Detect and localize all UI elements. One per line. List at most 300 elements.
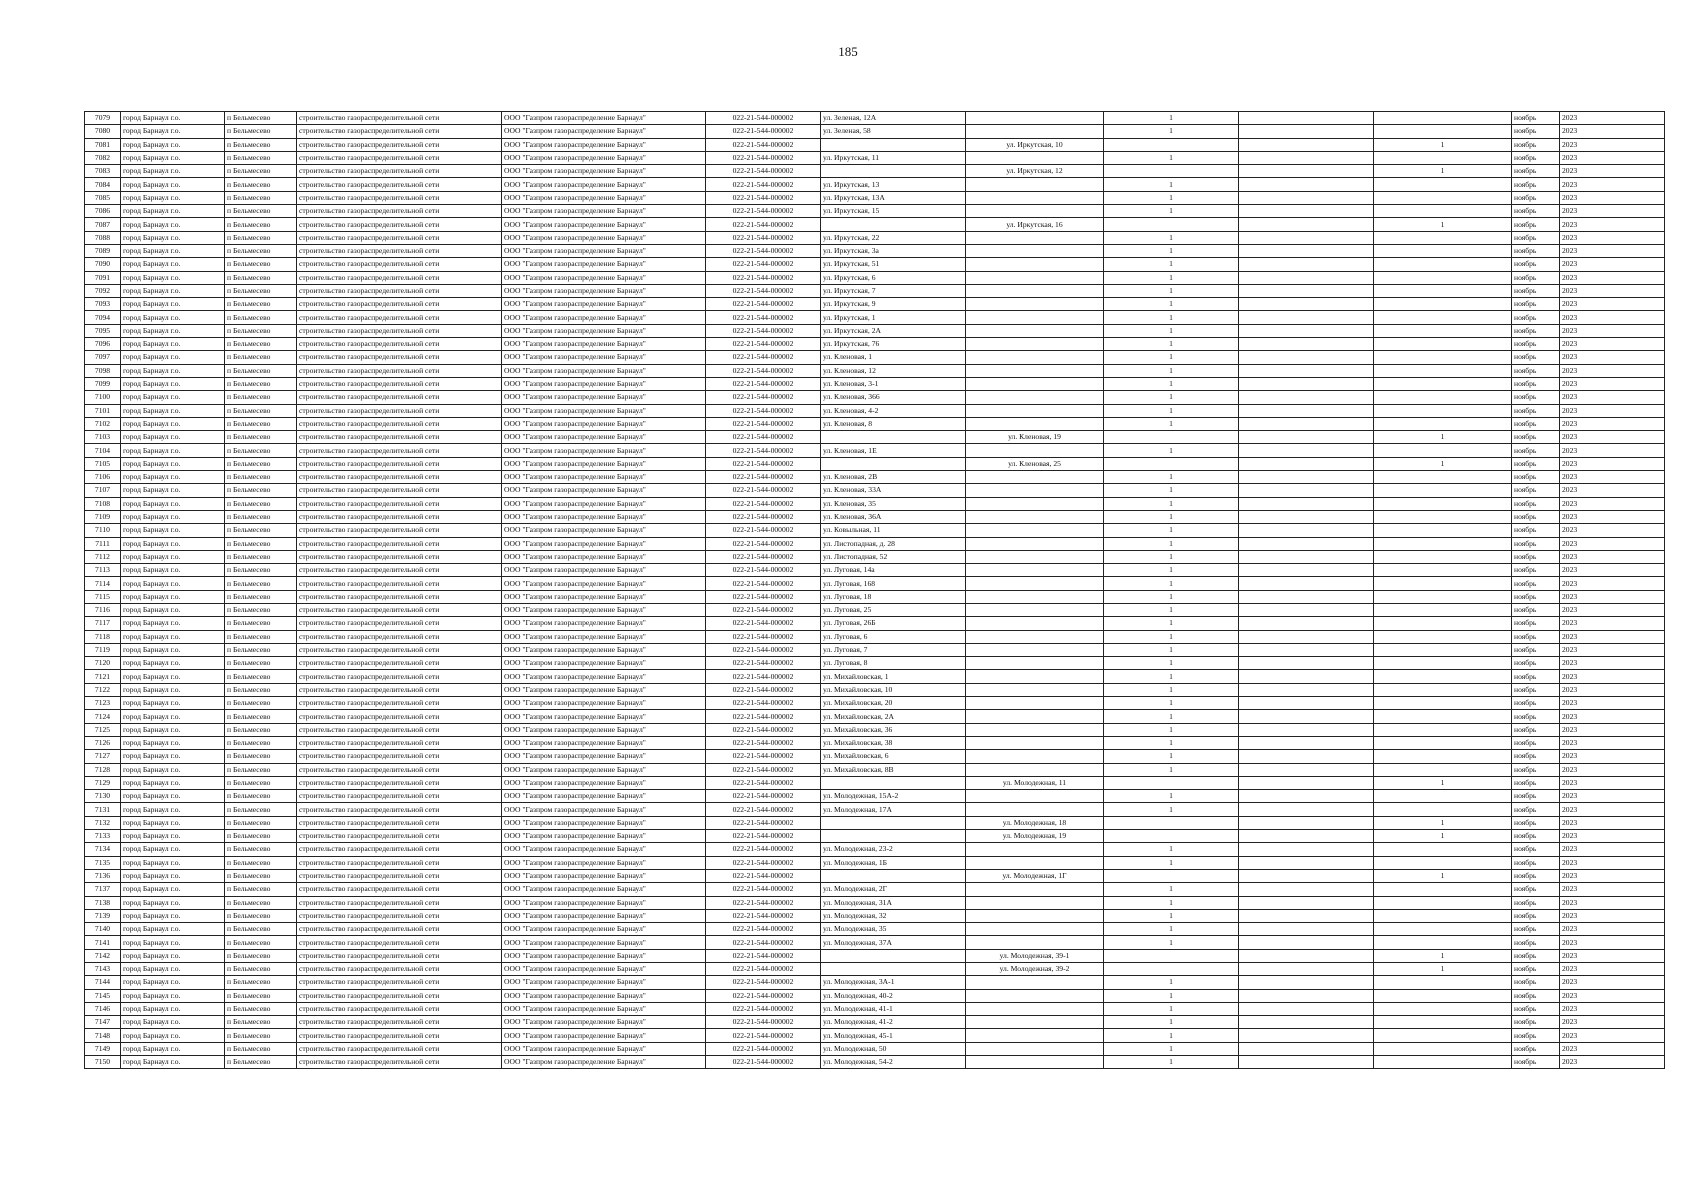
municipality-cell: город Барнаул г.о. — [121, 112, 225, 125]
municipality-cell: город Барнаул г.о. — [121, 258, 225, 271]
count-alt-cell — [1374, 444, 1512, 457]
row-number-cell: 7117 — [85, 617, 121, 630]
address-cell: ул. Молодежная, 15А-2 — [821, 790, 966, 803]
empty-cell — [1239, 617, 1374, 630]
address-alt-cell — [966, 284, 1104, 297]
count-alt-cell — [1374, 590, 1512, 603]
company-cell: ООО "Газпром газораспределение Барнаул" — [502, 683, 706, 696]
settlement-cell: п Бельмесево — [225, 151, 297, 164]
address-cell: ул. Ковыльная, 11 — [821, 524, 966, 537]
table-row — [85, 138, 1665, 151]
company-cell: ООО "Газпром газораспределение Барнаул" — [502, 856, 706, 869]
program-code-cell: 022-21-544-000002 — [706, 550, 821, 563]
count-alt-cell — [1374, 550, 1512, 563]
count-alt-cell — [1374, 1042, 1512, 1055]
municipality-cell: город Барнаул г.о. — [121, 165, 225, 178]
row-number-cell: 7112 — [85, 550, 121, 563]
count-cell: 1 — [1104, 1029, 1239, 1042]
address-cell: ул. Молодежная, 50 — [821, 1042, 966, 1055]
company-cell: ООО "Газпром газораспределение Барнаул" — [502, 284, 706, 297]
company-cell: ООО "Газпром газораспределение Барнаул" — [502, 710, 706, 723]
empty-cell — [1239, 431, 1374, 444]
year-cell: 2023 — [1560, 564, 1665, 577]
empty-cell — [1239, 271, 1374, 284]
row-number-cell: 7118 — [85, 630, 121, 643]
address-cell: ул. Листопадная, д. 28 — [821, 537, 966, 550]
municipality-cell: город Барнаул г.о. — [121, 869, 225, 882]
count-cell: 1 — [1104, 790, 1239, 803]
municipality-cell: город Барнаул г.о. — [121, 1029, 225, 1042]
municipality-cell: город Барнаул г.о. — [121, 338, 225, 351]
municipality-cell: город Барнаул г.о. — [121, 763, 225, 776]
year-cell: 2023 — [1560, 816, 1665, 829]
company-cell: ООО "Газпром газораспределение Барнаул" — [502, 537, 706, 550]
address-cell: ул. Листопадная, 52 — [821, 550, 966, 563]
work-type-cell: строительство газораспределительной сети — [297, 816, 502, 829]
company-cell: ООО "Газпром газораспределение Барнаул" — [502, 125, 706, 138]
table-row — [85, 683, 1665, 696]
row-number-cell: 7119 — [85, 643, 121, 656]
count-alt-cell — [1374, 151, 1512, 164]
program-code-cell: 022-21-544-000002 — [706, 869, 821, 882]
address-alt-cell — [966, 723, 1104, 736]
address-alt-cell — [966, 630, 1104, 643]
settlement-cell: п Бельмесево — [225, 949, 297, 962]
address-alt-cell: ул. Иркутская, 12 — [966, 165, 1104, 178]
work-type-cell: строительство газораспределительной сети — [297, 856, 502, 869]
address-cell: ул. Иркутская, 51 — [821, 258, 966, 271]
settlement-cell: п Бельмесево — [225, 1016, 297, 1029]
month-cell: ноябрь — [1512, 231, 1560, 244]
program-code-cell: 022-21-544-000002 — [706, 723, 821, 736]
work-type-cell: строительство газораспределительной сети — [297, 909, 502, 922]
count-cell: 1 — [1104, 524, 1239, 537]
month-cell: ноябрь — [1512, 457, 1560, 470]
count-alt-cell — [1374, 723, 1512, 736]
program-code-cell: 022-21-544-000002 — [706, 1042, 821, 1055]
month-cell: ноябрь — [1512, 417, 1560, 430]
settlement-cell: п Бельмесево — [225, 697, 297, 710]
year-cell: 2023 — [1560, 856, 1665, 869]
year-cell: 2023 — [1560, 444, 1665, 457]
company-cell: ООО "Газпром газораспределение Барнаул" — [502, 298, 706, 311]
municipality-cell: город Барнаул г.о. — [121, 617, 225, 630]
month-cell: ноябрь — [1512, 776, 1560, 789]
work-type-cell: строительство газораспределительной сети — [297, 750, 502, 763]
address-alt-cell — [966, 244, 1104, 257]
table-row — [85, 537, 1665, 550]
table-row — [85, 803, 1665, 816]
count-alt-cell — [1374, 311, 1512, 324]
row-number-cell: 7105 — [85, 457, 121, 470]
program-code-cell: 022-21-544-000002 — [706, 790, 821, 803]
count-alt-cell — [1374, 191, 1512, 204]
address-alt-cell — [966, 178, 1104, 191]
settlement-cell: п Бельмесево — [225, 284, 297, 297]
count-alt-cell — [1374, 1029, 1512, 1042]
address-alt-cell: ул. Иркутская, 10 — [966, 138, 1104, 151]
address-alt-cell — [966, 909, 1104, 922]
address-alt-cell — [966, 670, 1104, 683]
work-type-cell: строительство газораспределительной сети — [297, 138, 502, 151]
work-type-cell: строительство газораспределительной сети — [297, 790, 502, 803]
municipality-cell: город Барнаул г.о. — [121, 377, 225, 390]
empty-cell — [1239, 125, 1374, 138]
year-cell: 2023 — [1560, 510, 1665, 523]
empty-cell — [1239, 816, 1374, 829]
company-cell: ООО "Газпром газораспределение Барнаул" — [502, 244, 706, 257]
empty-cell — [1239, 417, 1374, 430]
empty-cell — [1239, 1002, 1374, 1015]
work-type-cell: строительство газораспределительной сети — [297, 364, 502, 377]
program-code-cell: 022-21-544-000002 — [706, 457, 821, 470]
table-row — [85, 165, 1665, 178]
company-cell: ООО "Газпром газораспределение Барнаул" — [502, 1056, 706, 1069]
month-cell: ноябрь — [1512, 577, 1560, 590]
count-cell: 1 — [1104, 550, 1239, 563]
empty-cell — [1239, 218, 1374, 231]
work-type-cell: строительство газораспределительной сети — [297, 564, 502, 577]
row-number-cell: 7125 — [85, 723, 121, 736]
table-row — [85, 643, 1665, 656]
address-cell — [821, 218, 966, 231]
company-cell: ООО "Газпром газораспределение Барнаул" — [502, 630, 706, 643]
address-alt-cell — [966, 524, 1104, 537]
count-cell: 1 — [1104, 657, 1239, 670]
month-cell: ноябрь — [1512, 550, 1560, 563]
company-cell: ООО "Газпром газораспределение Барнаул" — [502, 590, 706, 603]
company-cell: ООО "Газпром газораспределение Барнаул" — [502, 936, 706, 949]
program-code-cell: 022-21-544-000002 — [706, 1029, 821, 1042]
address-alt-cell — [966, 364, 1104, 377]
count-cell: 1 — [1104, 683, 1239, 696]
count-alt-cell — [1374, 856, 1512, 869]
month-cell: ноябрь — [1512, 1042, 1560, 1055]
address-cell: ул. Михайловская, 1 — [821, 670, 966, 683]
address-cell: ул. Иркутская, 1 — [821, 311, 966, 324]
row-number-cell: 7095 — [85, 324, 121, 337]
table-row — [85, 484, 1665, 497]
month-cell: ноябрь — [1512, 976, 1560, 989]
settlement-cell: п Бельмесево — [225, 1029, 297, 1042]
count-cell — [1104, 963, 1239, 976]
settlement-cell: п Бельмесево — [225, 710, 297, 723]
municipality-cell: город Барнаул г.о. — [121, 577, 225, 590]
address-alt-cell: ул. Молодежная, 39-1 — [966, 949, 1104, 962]
empty-cell — [1239, 803, 1374, 816]
work-type-cell: строительство газораспределительной сети — [297, 869, 502, 882]
count-cell: 1 — [1104, 537, 1239, 550]
settlement-cell: п Бельмесево — [225, 603, 297, 616]
municipality-cell: город Барнаул г.о. — [121, 231, 225, 244]
municipality-cell: город Барнаул г.о. — [121, 364, 225, 377]
address-cell: ул. Кленовая, 12 — [821, 364, 966, 377]
company-cell: ООО "Газпром газораспределение Барнаул" — [502, 816, 706, 829]
table-row — [85, 444, 1665, 457]
table-row — [85, 630, 1665, 643]
work-type-cell: строительство газораспределительной сети — [297, 723, 502, 736]
work-type-cell: строительство газораспределительной сети — [297, 683, 502, 696]
work-type-cell: строительство газораспределительной сети — [297, 949, 502, 962]
settlement-cell: п Бельмесево — [225, 510, 297, 523]
row-number-cell: 7103 — [85, 431, 121, 444]
row-number-cell: 7135 — [85, 856, 121, 869]
count-alt-cell — [1374, 803, 1512, 816]
row-number-cell: 7086 — [85, 205, 121, 218]
empty-cell — [1239, 112, 1374, 125]
settlement-cell: п Бельмесево — [225, 617, 297, 630]
program-code-cell: 022-21-544-000002 — [706, 617, 821, 630]
company-cell: ООО "Газпром газораспределение Барнаул" — [502, 112, 706, 125]
empty-cell — [1239, 736, 1374, 749]
month-cell: ноябрь — [1512, 909, 1560, 922]
month-cell: ноябрь — [1512, 125, 1560, 138]
count-cell: 1 — [1104, 112, 1239, 125]
company-cell: ООО "Газпром газораспределение Барнаул" — [502, 883, 706, 896]
settlement-cell: п Бельмесево — [225, 324, 297, 337]
municipality-cell: город Барнаул г.о. — [121, 590, 225, 603]
year-cell: 2023 — [1560, 989, 1665, 1002]
company-cell: ООО "Газпром газораспределение Барнаул" — [502, 231, 706, 244]
year-cell: 2023 — [1560, 351, 1665, 364]
month-cell: ноябрь — [1512, 590, 1560, 603]
program-code-cell: 022-21-544-000002 — [706, 364, 821, 377]
empty-cell — [1239, 923, 1374, 936]
year-cell: 2023 — [1560, 869, 1665, 882]
count-cell: 1 — [1104, 564, 1239, 577]
count-alt-cell: 1 — [1374, 963, 1512, 976]
table-row — [85, 750, 1665, 763]
count-alt-cell — [1374, 976, 1512, 989]
address-cell — [821, 963, 966, 976]
settlement-cell: п Бельмесево — [225, 351, 297, 364]
month-cell: ноябрь — [1512, 351, 1560, 364]
company-cell: ООО "Газпром газораспределение Барнаул" — [502, 736, 706, 749]
settlement-cell: п Бельмесево — [225, 790, 297, 803]
count-alt-cell — [1374, 936, 1512, 949]
work-type-cell: строительство газораспределительной сети — [297, 497, 502, 510]
count-alt-cell — [1374, 657, 1512, 670]
year-cell: 2023 — [1560, 1029, 1665, 1042]
address-alt-cell — [966, 404, 1104, 417]
address-cell: ул. Зеленая, 12А — [821, 112, 966, 125]
table-row — [85, 377, 1665, 390]
municipality-cell: город Барнаул г.о. — [121, 816, 225, 829]
program-code-cell: 022-21-544-000002 — [706, 976, 821, 989]
count-alt-cell — [1374, 1056, 1512, 1069]
count-cell: 1 — [1104, 710, 1239, 723]
count-cell: 1 — [1104, 244, 1239, 257]
work-type-cell: строительство газораспределительной сети — [297, 830, 502, 843]
settlement-cell: п Бельмесево — [225, 364, 297, 377]
work-type-cell: строительство газораспределительной сети — [297, 205, 502, 218]
table-row — [85, 830, 1665, 843]
address-cell: ул. Зеленая, 58 — [821, 125, 966, 138]
municipality-cell: город Барнаул г.о. — [121, 790, 225, 803]
program-code-cell: 022-21-544-000002 — [706, 311, 821, 324]
program-code-cell: 022-21-544-000002 — [706, 816, 821, 829]
table-row — [85, 298, 1665, 311]
count-cell: 1 — [1104, 896, 1239, 909]
count-cell: 1 — [1104, 151, 1239, 164]
settlement-cell: п Бельмесево — [225, 776, 297, 789]
settlement-cell: п Бельмесево — [225, 471, 297, 484]
count-cell: 1 — [1104, 1056, 1239, 1069]
municipality-cell: город Барнаул г.о. — [121, 524, 225, 537]
program-code-cell: 022-21-544-000002 — [706, 404, 821, 417]
count-cell: 1 — [1104, 417, 1239, 430]
empty-cell — [1239, 603, 1374, 616]
row-number-cell: 7113 — [85, 564, 121, 577]
municipality-cell: город Барнаул г.о. — [121, 710, 225, 723]
empty-cell — [1239, 1029, 1374, 1042]
row-number-cell: 7132 — [85, 816, 121, 829]
table-row — [85, 284, 1665, 297]
row-number-cell: 7131 — [85, 803, 121, 816]
row-number-cell: 7110 — [85, 524, 121, 537]
address-cell: ул. Михайловская, 8В — [821, 763, 966, 776]
program-code-cell: 022-21-544-000002 — [706, 564, 821, 577]
empty-cell — [1239, 324, 1374, 337]
company-cell: ООО "Газпром газораспределение Барнаул" — [502, 165, 706, 178]
table-row — [85, 723, 1665, 736]
address-alt-cell — [966, 923, 1104, 936]
settlement-cell: п Бельмесево — [225, 125, 297, 138]
empty-cell — [1239, 763, 1374, 776]
count-cell — [1104, 218, 1239, 231]
address-cell: ул. Луговая, 25 — [821, 603, 966, 616]
address-alt-cell — [966, 590, 1104, 603]
settlement-cell: п Бельмесево — [225, 178, 297, 191]
table-row — [85, 258, 1665, 271]
empty-cell — [1239, 683, 1374, 696]
work-type-cell: строительство газораспределительной сети — [297, 923, 502, 936]
municipality-cell: город Барнаул г.о. — [121, 657, 225, 670]
municipality-cell: город Барнаул г.о. — [121, 550, 225, 563]
program-code-cell: 022-21-544-000002 — [706, 856, 821, 869]
program-code-cell: 022-21-544-000002 — [706, 923, 821, 936]
address-alt-cell — [966, 564, 1104, 577]
empty-cell — [1239, 258, 1374, 271]
settlement-cell: п Бельмесево — [225, 298, 297, 311]
empty-cell — [1239, 138, 1374, 151]
table-row — [85, 790, 1665, 803]
work-type-cell: строительство газораспределительной сети — [297, 1016, 502, 1029]
count-alt-cell — [1374, 537, 1512, 550]
municipality-cell: город Барнаул г.о. — [121, 298, 225, 311]
address-alt-cell: ул. Молодежная, 11 — [966, 776, 1104, 789]
address-cell: ул. Молодежная, 2Г — [821, 883, 966, 896]
year-cell: 2023 — [1560, 657, 1665, 670]
count-cell: 1 — [1104, 643, 1239, 656]
month-cell: ноябрь — [1512, 244, 1560, 257]
company-cell: ООО "Газпром газораспределение Барнаул" — [502, 258, 706, 271]
month-cell: ноябрь — [1512, 710, 1560, 723]
municipality-cell: город Барнаул г.о. — [121, 471, 225, 484]
work-type-cell: строительство газораспределительной сети — [297, 510, 502, 523]
municipality-cell: город Барнаул г.о. — [121, 803, 225, 816]
month-cell: ноябрь — [1512, 364, 1560, 377]
program-code-cell: 022-21-544-000002 — [706, 763, 821, 776]
program-code-cell: 022-21-544-000002 — [706, 949, 821, 962]
row-number-cell: 7084 — [85, 178, 121, 191]
settlement-cell: п Бельмесево — [225, 550, 297, 563]
count-alt-cell — [1374, 324, 1512, 337]
company-cell: ООО "Газпром газораспределение Барнаул" — [502, 843, 706, 856]
program-code-cell: 022-21-544-000002 — [706, 444, 821, 457]
address-cell: ул. Иркутская, 9 — [821, 298, 966, 311]
company-cell: ООО "Газпром газораспределение Барнаул" — [502, 351, 706, 364]
count-cell: 1 — [1104, 377, 1239, 390]
row-number-cell: 7115 — [85, 590, 121, 603]
year-cell: 2023 — [1560, 258, 1665, 271]
address-cell: ул. Кленовая, 35 — [821, 497, 966, 510]
year-cell: 2023 — [1560, 790, 1665, 803]
count-cell: 1 — [1104, 364, 1239, 377]
row-number-cell: 7124 — [85, 710, 121, 723]
work-type-cell: строительство газораспределительной сети — [297, 244, 502, 257]
year-cell: 2023 — [1560, 457, 1665, 470]
row-number-cell: 7096 — [85, 338, 121, 351]
work-type-cell: строительство газораспределительной сети — [297, 218, 502, 231]
month-cell: ноябрь — [1512, 258, 1560, 271]
month-cell: ноябрь — [1512, 883, 1560, 896]
settlement-cell: п Бельмесево — [225, 417, 297, 430]
row-number-cell: 7123 — [85, 697, 121, 710]
year-cell: 2023 — [1560, 909, 1665, 922]
address-cell — [821, 165, 966, 178]
program-code-cell: 022-21-544-000002 — [706, 138, 821, 151]
work-type-cell: строительство газораспределительной сети — [297, 377, 502, 390]
count-alt-cell — [1374, 404, 1512, 417]
year-cell: 2023 — [1560, 963, 1665, 976]
company-cell: ООО "Газпром газораспределение Барнаул" — [502, 577, 706, 590]
work-type-cell: строительство газораспределительной сети — [297, 112, 502, 125]
company-cell: ООО "Газпром газораспределение Барнаул" — [502, 750, 706, 763]
address-cell: ул. Иркутская, 22 — [821, 231, 966, 244]
month-cell: ноябрь — [1512, 165, 1560, 178]
address-cell: ул. Луговая, 14а — [821, 564, 966, 577]
month-cell: ноябрь — [1512, 564, 1560, 577]
count-alt-cell — [1374, 391, 1512, 404]
work-type-cell: строительство газораспределительной сети — [297, 231, 502, 244]
work-type-cell: строительство газораспределительной сети — [297, 125, 502, 138]
count-cell: 1 — [1104, 510, 1239, 523]
address-cell: ул. Михайловская, 10 — [821, 683, 966, 696]
work-type-cell: строительство газораспределительной сети — [297, 537, 502, 550]
company-cell: ООО "Газпром газораспределение Барнаул" — [502, 510, 706, 523]
month-cell: ноябрь — [1512, 311, 1560, 324]
year-cell: 2023 — [1560, 843, 1665, 856]
program-code-cell: 022-21-544-000002 — [706, 338, 821, 351]
settlement-cell: п Бельмесево — [225, 524, 297, 537]
address-cell: ул. Молодежная, 32 — [821, 909, 966, 922]
address-alt-cell — [966, 444, 1104, 457]
municipality-cell: город Барнаул г.о. — [121, 976, 225, 989]
program-code-cell: 022-21-544-000002 — [706, 683, 821, 696]
address-alt-cell — [966, 1002, 1104, 1015]
company-cell: ООО "Газпром газораспределение Барнаул" — [502, 457, 706, 470]
program-code-cell: 022-21-544-000002 — [706, 191, 821, 204]
table-row — [85, 178, 1665, 191]
company-cell: ООО "Газпром газораспределение Барнаул" — [502, 790, 706, 803]
month-cell: ноябрь — [1512, 1002, 1560, 1015]
work-type-cell: строительство газораспределительной сети — [297, 524, 502, 537]
address-cell: ул. Михайловская, 2А — [821, 710, 966, 723]
empty-cell — [1239, 497, 1374, 510]
count-alt-cell — [1374, 989, 1512, 1002]
municipality-cell: город Барнаул г.о. — [121, 736, 225, 749]
